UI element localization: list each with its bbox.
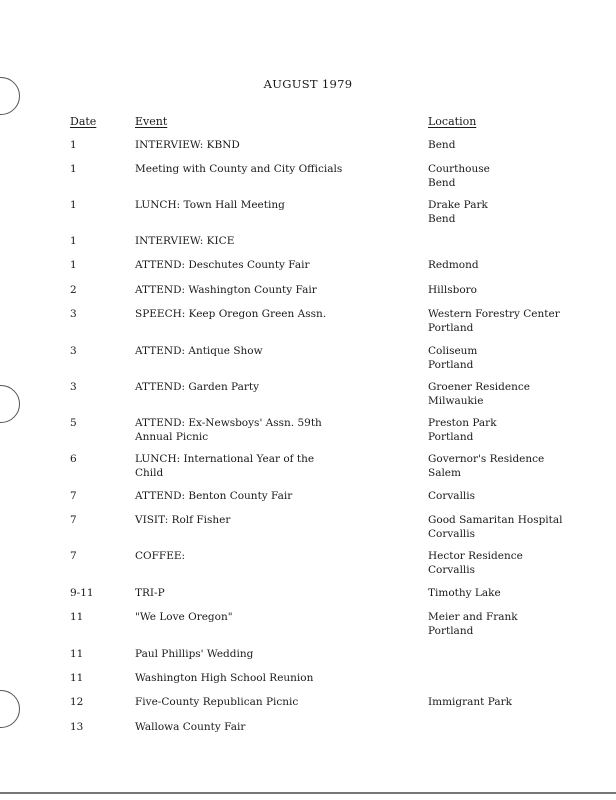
row-event: Wallowa County Fair bbox=[135, 721, 246, 733]
binder-hole bbox=[0, 690, 20, 728]
row-location: Good Samaritan Hospital Corvallis bbox=[428, 514, 563, 540]
row-event: COFFEE: bbox=[135, 550, 186, 562]
row-event: INTERVIEW: KBND bbox=[135, 139, 240, 151]
row-event: Five-County Republican Picnic bbox=[135, 696, 299, 708]
row-date: 6 bbox=[70, 453, 77, 465]
page-title: AUGUST 1979 bbox=[263, 77, 353, 91]
row-location: Western Forestry Center Portland bbox=[428, 308, 560, 334]
row-date: 11 bbox=[70, 648, 84, 660]
row-location: Bend bbox=[428, 139, 456, 151]
row-event: "We Love Oregon" bbox=[135, 611, 233, 623]
row-event: ATTEND: Benton County Fair bbox=[135, 490, 293, 502]
row-event: ATTEND: Washington County Fair bbox=[135, 284, 317, 296]
row-date: 3 bbox=[70, 381, 77, 393]
row-event: INTERVIEW: KICE bbox=[135, 235, 235, 247]
row-location: Timothy Lake bbox=[428, 587, 501, 599]
row-date: 5 bbox=[70, 417, 77, 429]
binder-hole bbox=[0, 385, 20, 423]
row-location: Immigrant Park bbox=[428, 696, 512, 708]
location-column-header: Location bbox=[428, 115, 477, 128]
row-event: VISIT: Rolf Fisher bbox=[135, 514, 231, 526]
row-event: ATTEND: Deschutes County Fair bbox=[135, 259, 310, 271]
row-location: Governor's Residence Salem bbox=[428, 453, 545, 479]
date-column-header: Date bbox=[70, 115, 97, 128]
row-date: 12 bbox=[70, 696, 84, 708]
row-date: 9-11 bbox=[70, 587, 94, 599]
row-location: Hillsboro bbox=[428, 284, 478, 296]
row-location: Groener Residence Milwaukie bbox=[428, 381, 530, 407]
row-date: 3 bbox=[70, 345, 77, 357]
row-event: TRI-P bbox=[135, 587, 165, 599]
row-event: SPEECH: Keep Oregon Green Assn. bbox=[135, 308, 327, 320]
row-location: Corvallis bbox=[428, 490, 476, 502]
page-edge-line bbox=[0, 792, 616, 794]
row-date: 1 bbox=[70, 139, 77, 151]
row-date: 11 bbox=[70, 672, 84, 684]
row-date: 1 bbox=[70, 163, 77, 175]
row-date: 7 bbox=[70, 550, 77, 562]
row-date: 3 bbox=[70, 308, 77, 320]
row-location: Courthouse Bend bbox=[428, 163, 490, 189]
row-location: Redmond bbox=[428, 259, 479, 271]
row-date: 7 bbox=[70, 490, 77, 502]
row-location: Preston Park Portland bbox=[428, 417, 497, 443]
row-location: Coliseum Portland bbox=[428, 345, 478, 371]
row-location: Hector Residence Corvallis bbox=[428, 550, 523, 576]
row-date: 7 bbox=[70, 514, 77, 526]
event-column-header: Event bbox=[135, 115, 168, 128]
row-event: Washington High School Reunion bbox=[135, 672, 314, 684]
row-date: 1 bbox=[70, 259, 77, 271]
row-location: Meier and Frank Portland bbox=[428, 611, 518, 637]
row-event: Paul Phillips' Wedding bbox=[135, 648, 254, 660]
row-event: ATTEND: Ex-Newsboys' Assn. 59th Annual Picnic bbox=[135, 417, 322, 443]
row-date: 1 bbox=[70, 235, 77, 247]
row-event: ATTEND: Antique Show bbox=[135, 345, 263, 357]
row-date: 2 bbox=[70, 284, 77, 296]
row-date: 1 bbox=[70, 199, 77, 211]
row-date: 13 bbox=[70, 721, 84, 733]
row-location: Drake Park Bend bbox=[428, 199, 488, 225]
row-event: LUNCH: Town Hall Meeting bbox=[135, 199, 285, 211]
row-event: Meeting with County and City Officials bbox=[135, 163, 343, 175]
table-header bbox=[0, 115, 616, 131]
row-date: 11 bbox=[70, 611, 84, 623]
row-event: LUNCH: International Year of the Child bbox=[135, 453, 315, 479]
row-event: ATTEND: Garden Party bbox=[135, 381, 260, 393]
